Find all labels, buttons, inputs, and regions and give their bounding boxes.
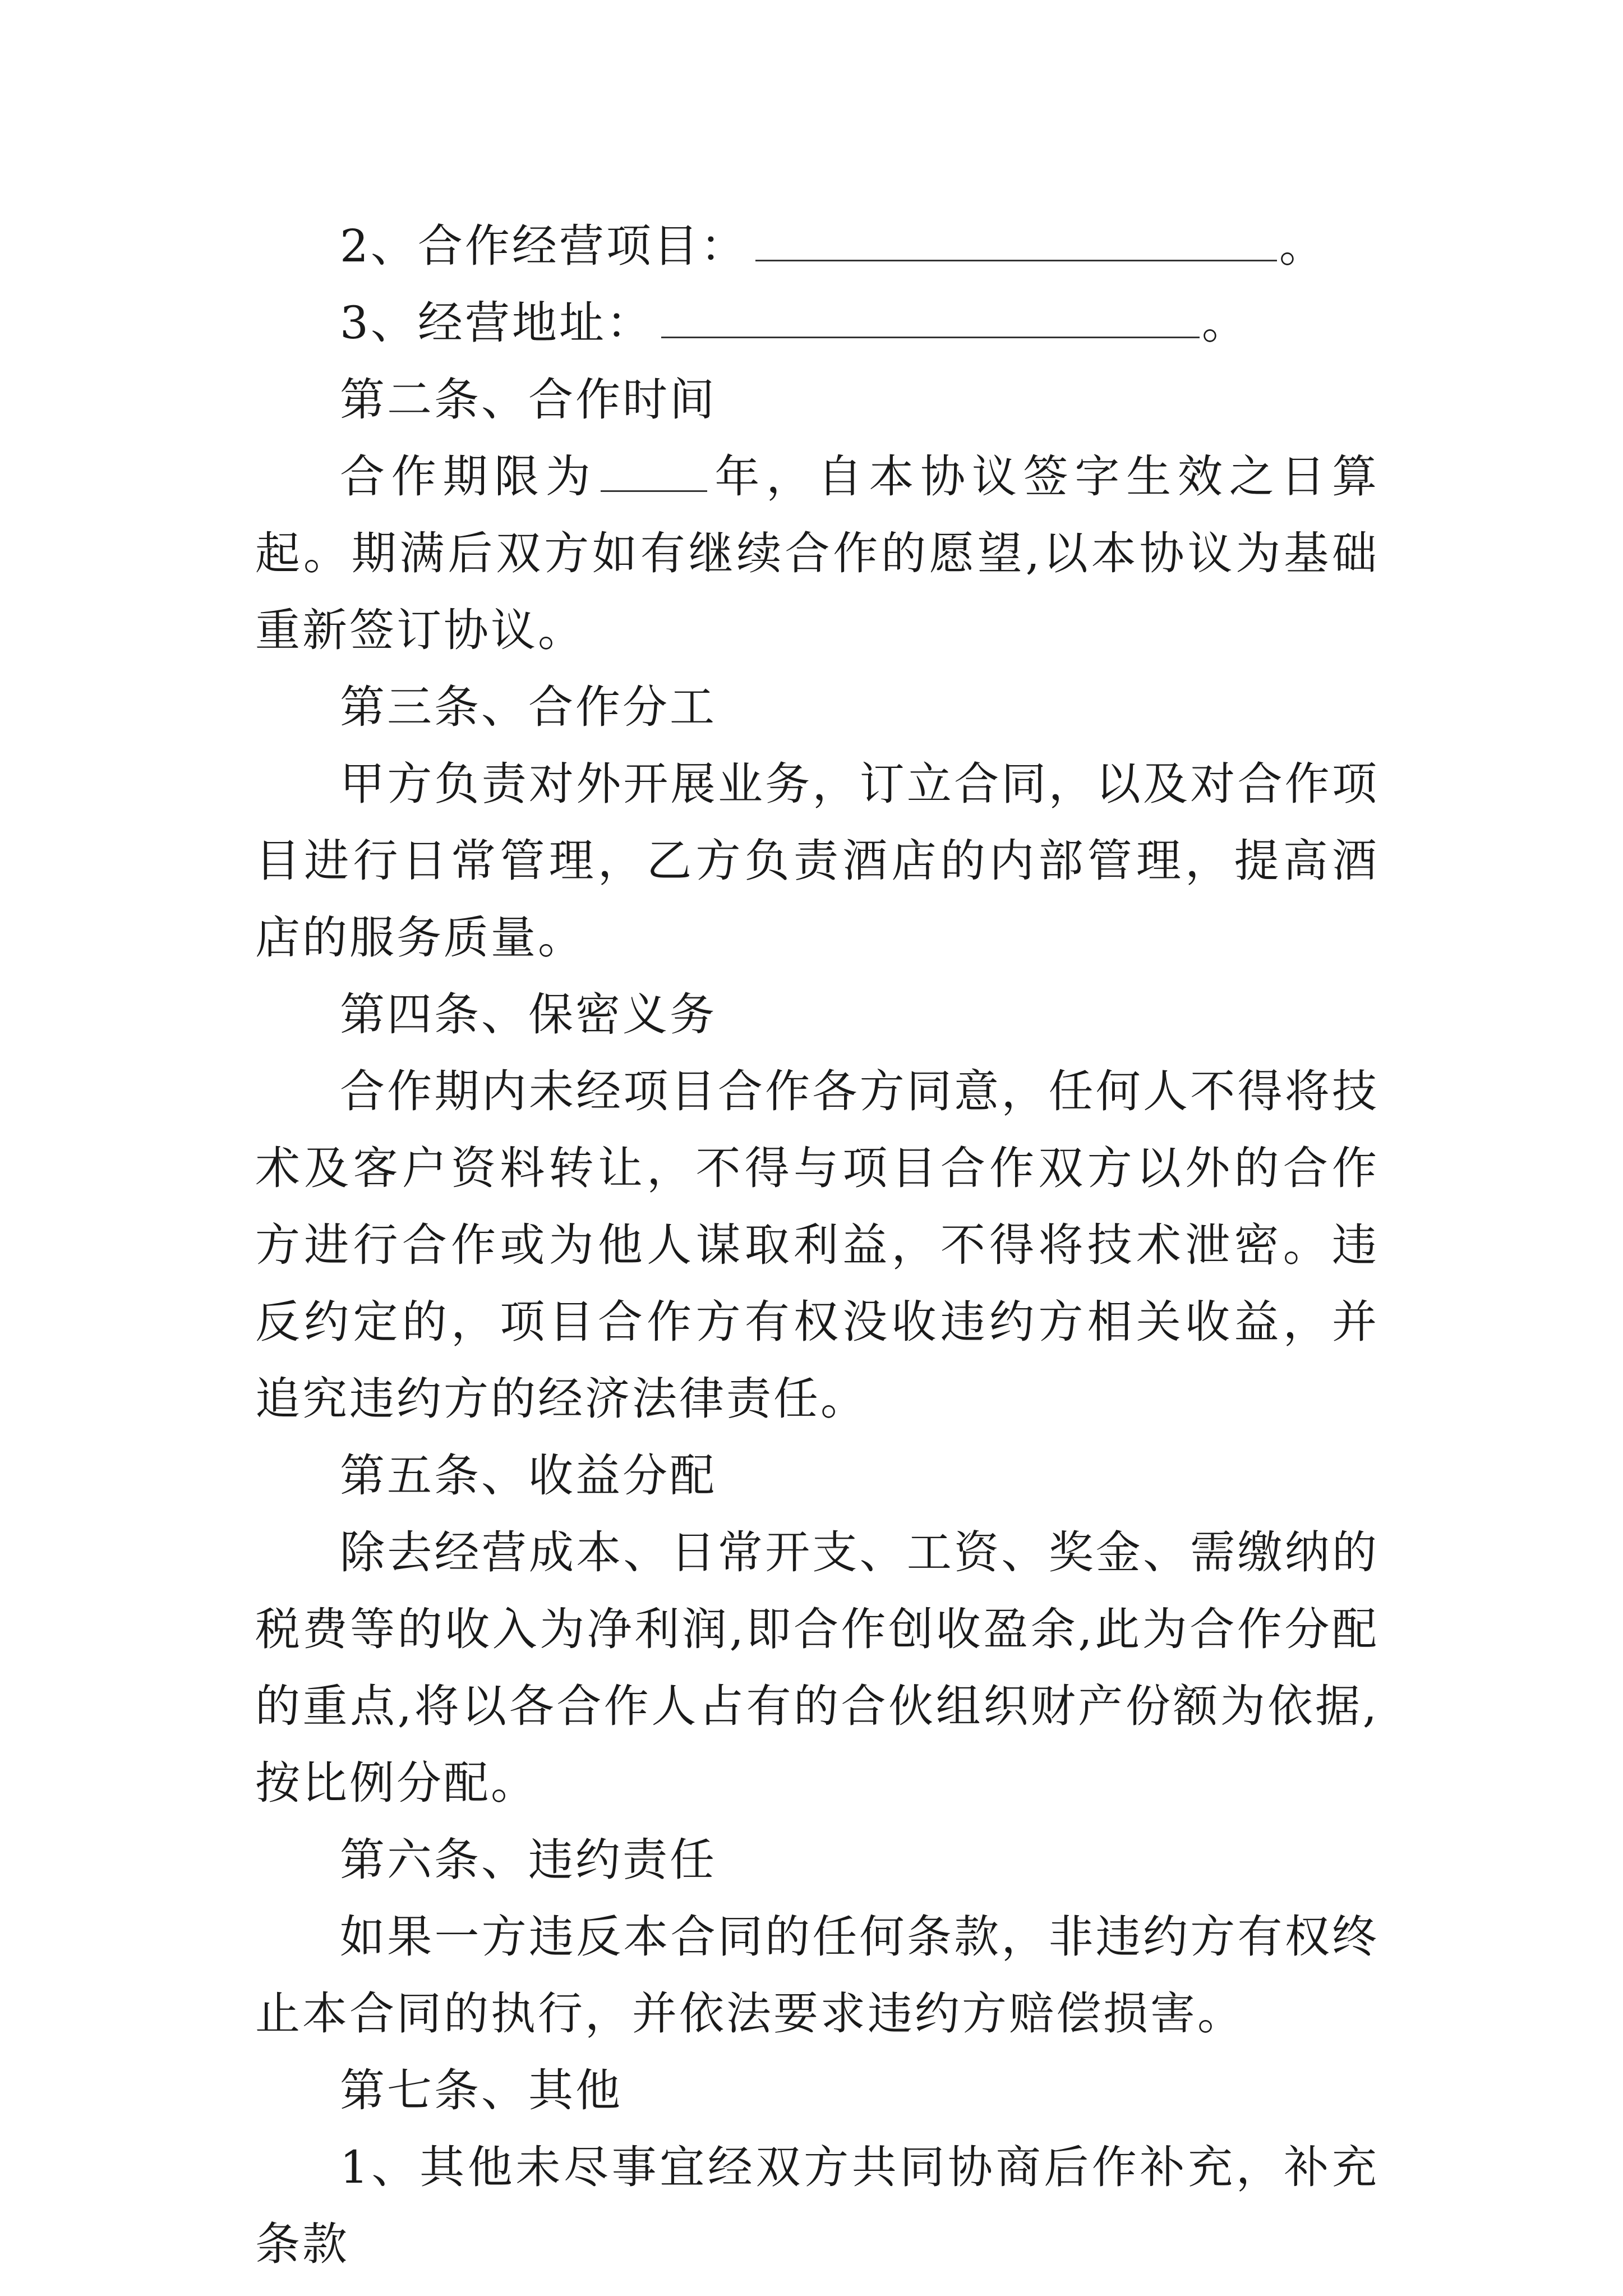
article-2-heading: 第二条、合作时间 — [340, 374, 717, 426]
item-3-end: 。 — [1201, 297, 1249, 349]
article-5-text: 除去经营成本、日常开支、工资、奖金、需缴纳的税费等的收入为净利润,即合作创收盈余,此为合作分配的重点,将以各合作人占有的合伙组织财产份额为依据,按比例分配。 — [255, 1526, 1379, 1809]
article-5-heading: 第五条、收益分配 — [340, 1450, 717, 1502]
item-2 — [255, 208, 1379, 284]
document-body — [255, 208, 1379, 2283]
article-4-text: 合作期内未经项目合作各方同意，任何人不得将技术及客户资料转让，不得与项目合作双方以外的合作方进行合作或为他人谋取利益，不得将技术泄密。违反约定的，项目合作方有权没收违约方相关收益，并追究违约方的经济法律责任。 — [255, 1065, 1379, 1425]
item-3-label: 3、经营地址： — [340, 297, 653, 349]
article-3-text: 甲方负责对外开展业务，订立合同，以及对合作项目进行日常管理，乙方负责酒店的内部管理，提高酒店的服务质量。 — [255, 758, 1379, 964]
article-6-heading: 第六条、违约责任 — [340, 1834, 717, 1886]
item-3 — [255, 284, 1379, 361]
item-2-end: 。 — [1279, 220, 1326, 272]
article-7-heading: 第七条、其他 — [340, 2064, 623, 2116]
article-6-text: 如果一方违反本合同的任何条款，非违约方有权终止本合同的执行，并依法要求违约方赔偿损害。 — [255, 1911, 1379, 2040]
article-7-item-1: 1、其他未尽事宜经双方共同协商后作补充，补充条款 — [255, 2141, 1379, 2270]
item-3-blank — [661, 302, 1200, 338]
article-2-text — [255, 438, 1379, 669]
article-3-heading: 第三条、合作分工 — [340, 681, 717, 733]
item-2-label: 2、合作经营项目： — [340, 220, 748, 272]
item-2-blank — [755, 225, 1277, 261]
article-2-text-after: 年，自本协议签字生效之日算起。期满后双方如有继续合作的愿望,以本协议为基础重新签订协议。 — [255, 450, 1380, 656]
article-4-heading: 第四条、保密义务 — [340, 988, 717, 1041]
article-2-text-before: 合作期限为 — [340, 450, 597, 503]
article-2-blank — [601, 455, 707, 492]
